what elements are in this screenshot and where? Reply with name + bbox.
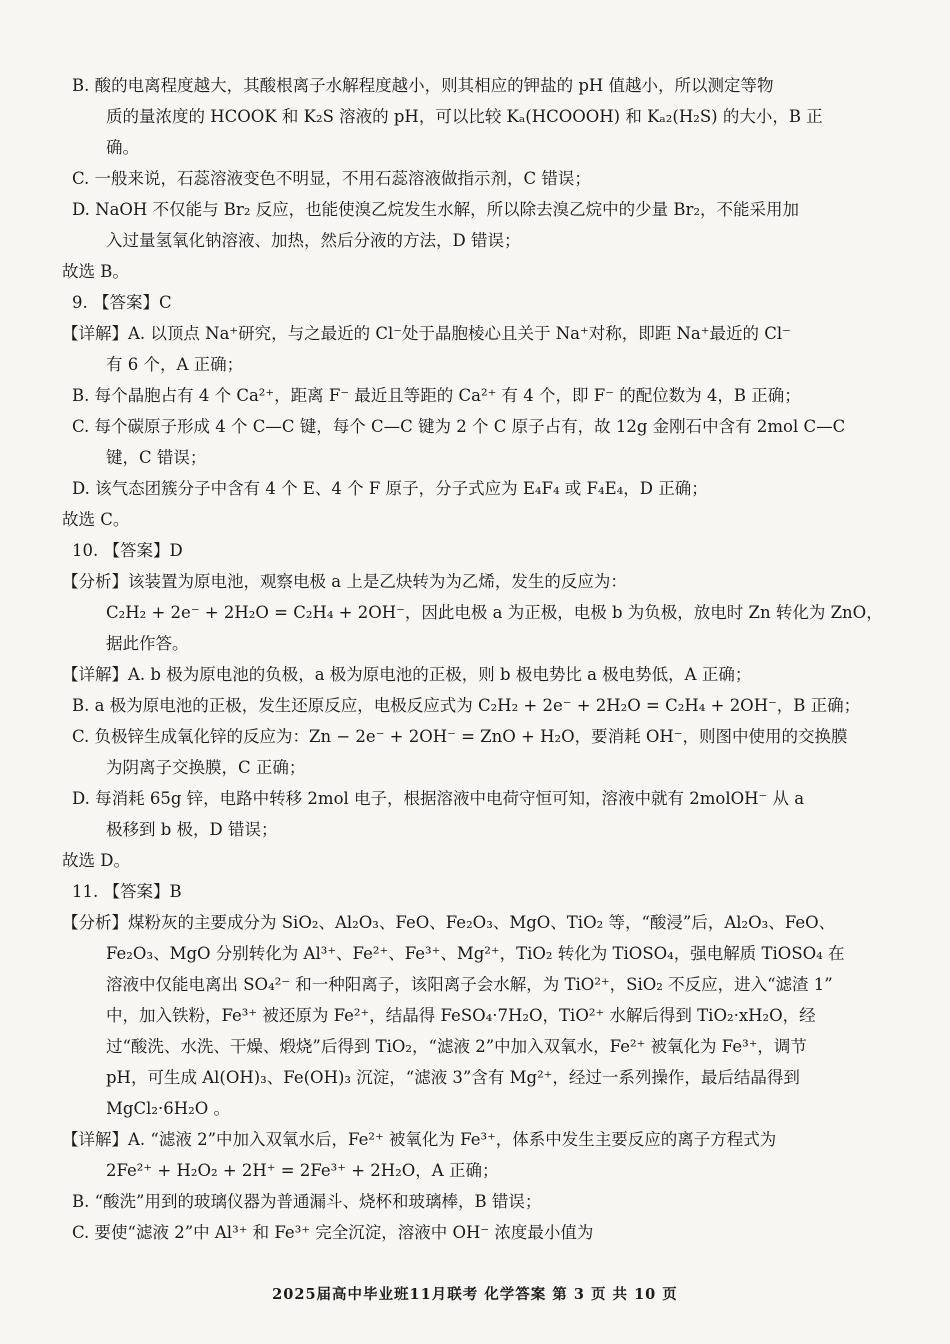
text-line: 据此作答。 — [106, 634, 189, 653]
text-line: 溶液中仅能电离出 SO₄²⁻ 和一种阳离子，该阳离子会水解，为 TiO²⁺，SiO₂ 不反应，进入“滤渣 1” — [106, 975, 833, 994]
text-line: Fe₂O₃、MgO 分别转化为 Al³⁺、Fe²⁺、Fe³⁺、Mg²⁺，TiO₂ 转化为 TiOSO₄，强电解质 TiOSO₄ 在 — [106, 944, 845, 963]
page-footer: 2025届高中毕业班11月联考 化学答案 第 3 页 共 10 页 — [272, 1286, 678, 1303]
text-line: 极移到 b 极，D 错误； — [106, 820, 278, 839]
text-line: 【分析】煤粉灰的主要成分为 SiO₂、Al₂O₃、FeO、Fe₂O₃、MgO、TiO₂ 等，“酸浸”后，Al₂O₃、FeO、 — [62, 913, 836, 932]
text-line: 故选 C。 — [62, 510, 130, 529]
text-line: 2Fe²⁺ + H₂O₂ + 2H⁺ = 2Fe³⁺ + 2H₂O，A 正确； — [106, 1161, 499, 1180]
text-line: 故选 B。 — [62, 262, 129, 281]
text-line: MgCl₂·6H₂O 。 — [106, 1099, 230, 1118]
text-line: pH，可生成 Al(OH)₃、Fe(OH)₃ 沉淀，“滤液 3”含有 Mg²⁺，经过一系列操作，最后结晶得到 — [106, 1068, 800, 1087]
text-line: B. 酸的电离程度越大，其酸根离子水解程度越小，则其相应的钾盐的 pH 值越小，所以测定等物 — [72, 76, 774, 95]
text-line: 过“酸洗、水洗、干燥、煅烧”后得到 TiO₂，“滤液 2”中加入双氧水，Fe²⁺ 被氧化为 Fe³⁺，调节 — [106, 1037, 807, 1056]
text-line: C. 一般来说，石蕊溶液变色不明显，不用石蕊溶液做指示剂，C 错误； — [72, 169, 591, 188]
text-line: B. a 极为原电池的正极，发生还原反应，电极反应式为 C₂H₂ + 2e⁻ + 2H₂O = C₂H₄ + 2OH⁻，B 正确； — [72, 696, 861, 715]
text-line: D. 每消耗 65g 锌，电路中转移 2mol 电子，根据溶液中电荷守恒可知，溶液中就有 2molOH⁻ 从 a — [72, 789, 805, 808]
text-line: 【分析】该装置为原电池，观察电极 a 上是乙炔转为为乙烯，发生的反应为： — [62, 572, 627, 591]
text-line: 9. 【答案】C — [72, 293, 172, 312]
text-line: 有 6 个，A 正确； — [106, 355, 244, 374]
text-line: B. “酸洗”用到的玻璃仪器为普通漏斗、烧杯和玻璃棒，B 错误； — [72, 1192, 542, 1211]
answer-body — [62, 70, 892, 1248]
text-line: C. 要使“滤液 2”中 Al³⁺ 和 Fe³⁺ 完全沉淀，溶液中 OH⁻ 浓度最小值为 — [72, 1223, 594, 1242]
text-line: 故选 D。 — [62, 851, 130, 870]
text-line: 中，加入铁粉，Fe³⁺ 被还原为 Fe²⁺，结晶得 FeSO₄·7H₂O，TiO²⁺ 水解后得到 TiO₂·xH₂O，经 — [106, 1006, 816, 1025]
text-line: 确。 — [106, 138, 139, 157]
text-line: 质的量浓度的 HCOOK 和 K₂S 溶液的 pH，可以比较 Kₐ(HCOOOH) 和 Kₐ₂(H₂S) 的大小，B 正 — [106, 107, 823, 126]
text-line: 【详解】A. b 极为原电池的负极，a 极为原电池的正极，则 b 极电势比 a 极电势低，A 正确； — [62, 665, 752, 684]
text-line: D. 该气态团簇分子中含有 4 个 E、4 个 F 原子，分子式应为 E₄F₄ 或 F₄E₄，D 正确； — [72, 479, 708, 498]
text-line: 为阴离子交换膜，C 正确； — [106, 758, 306, 777]
text-line: C. 每个碳原子形成 4 个 C—C 键，每个 C—C 键为 2 个 C 原子占有，故 12g 金刚石中含有 2mol C—C — [72, 417, 846, 436]
text-line: B. 每个晶胞占有 4 个 Ca²⁺，距离 F⁻ 最近且等距的 Ca²⁺ 有 4 个，即 F⁻ 的配位数为 4，B 正确； — [72, 386, 801, 405]
text-line: 11. 【答案】B — [72, 882, 182, 901]
text-line: D. NaOH 不仅能与 Br₂ 反应，也能使溴乙烷发生水解，所以除去溴乙烷中的少量 Br₂，不能采用加 — [72, 200, 800, 219]
text-line: 键，C 错误； — [106, 448, 207, 467]
text-line: 【详解】A. 以顶点 Na⁺研究，与之最近的 Cl⁻处于晶胞棱心且关于 Na⁺对称，即距 Na⁺最近的 Cl⁻ — [62, 324, 791, 343]
text-line: C. 负极锌生成氧化锌的反应为：Zn − 2e⁻ + 2OH⁻ = ZnO + H₂O，要消耗 OH⁻，则图中使用的交换膜 — [72, 727, 848, 746]
text-line: 10. 【答案】D — [72, 541, 183, 560]
text-line: 【详解】A. “滤液 2”中加入双氧水后，Fe²⁺ 被氧化为 Fe³⁺，体系中发生主要反应的离子方程式为 — [62, 1130, 777, 1149]
text-line: 入过量氢氧化钠溶液、加热，然后分液的方法，D 错误； — [106, 231, 521, 250]
text-line: C₂H₂ + 2e⁻ + 2H₂O = C₂H₄ + 2OH⁻，因此电极 a 为正极，电极 b 为负极，放电时 Zn 转化为 ZnO， — [106, 603, 883, 622]
